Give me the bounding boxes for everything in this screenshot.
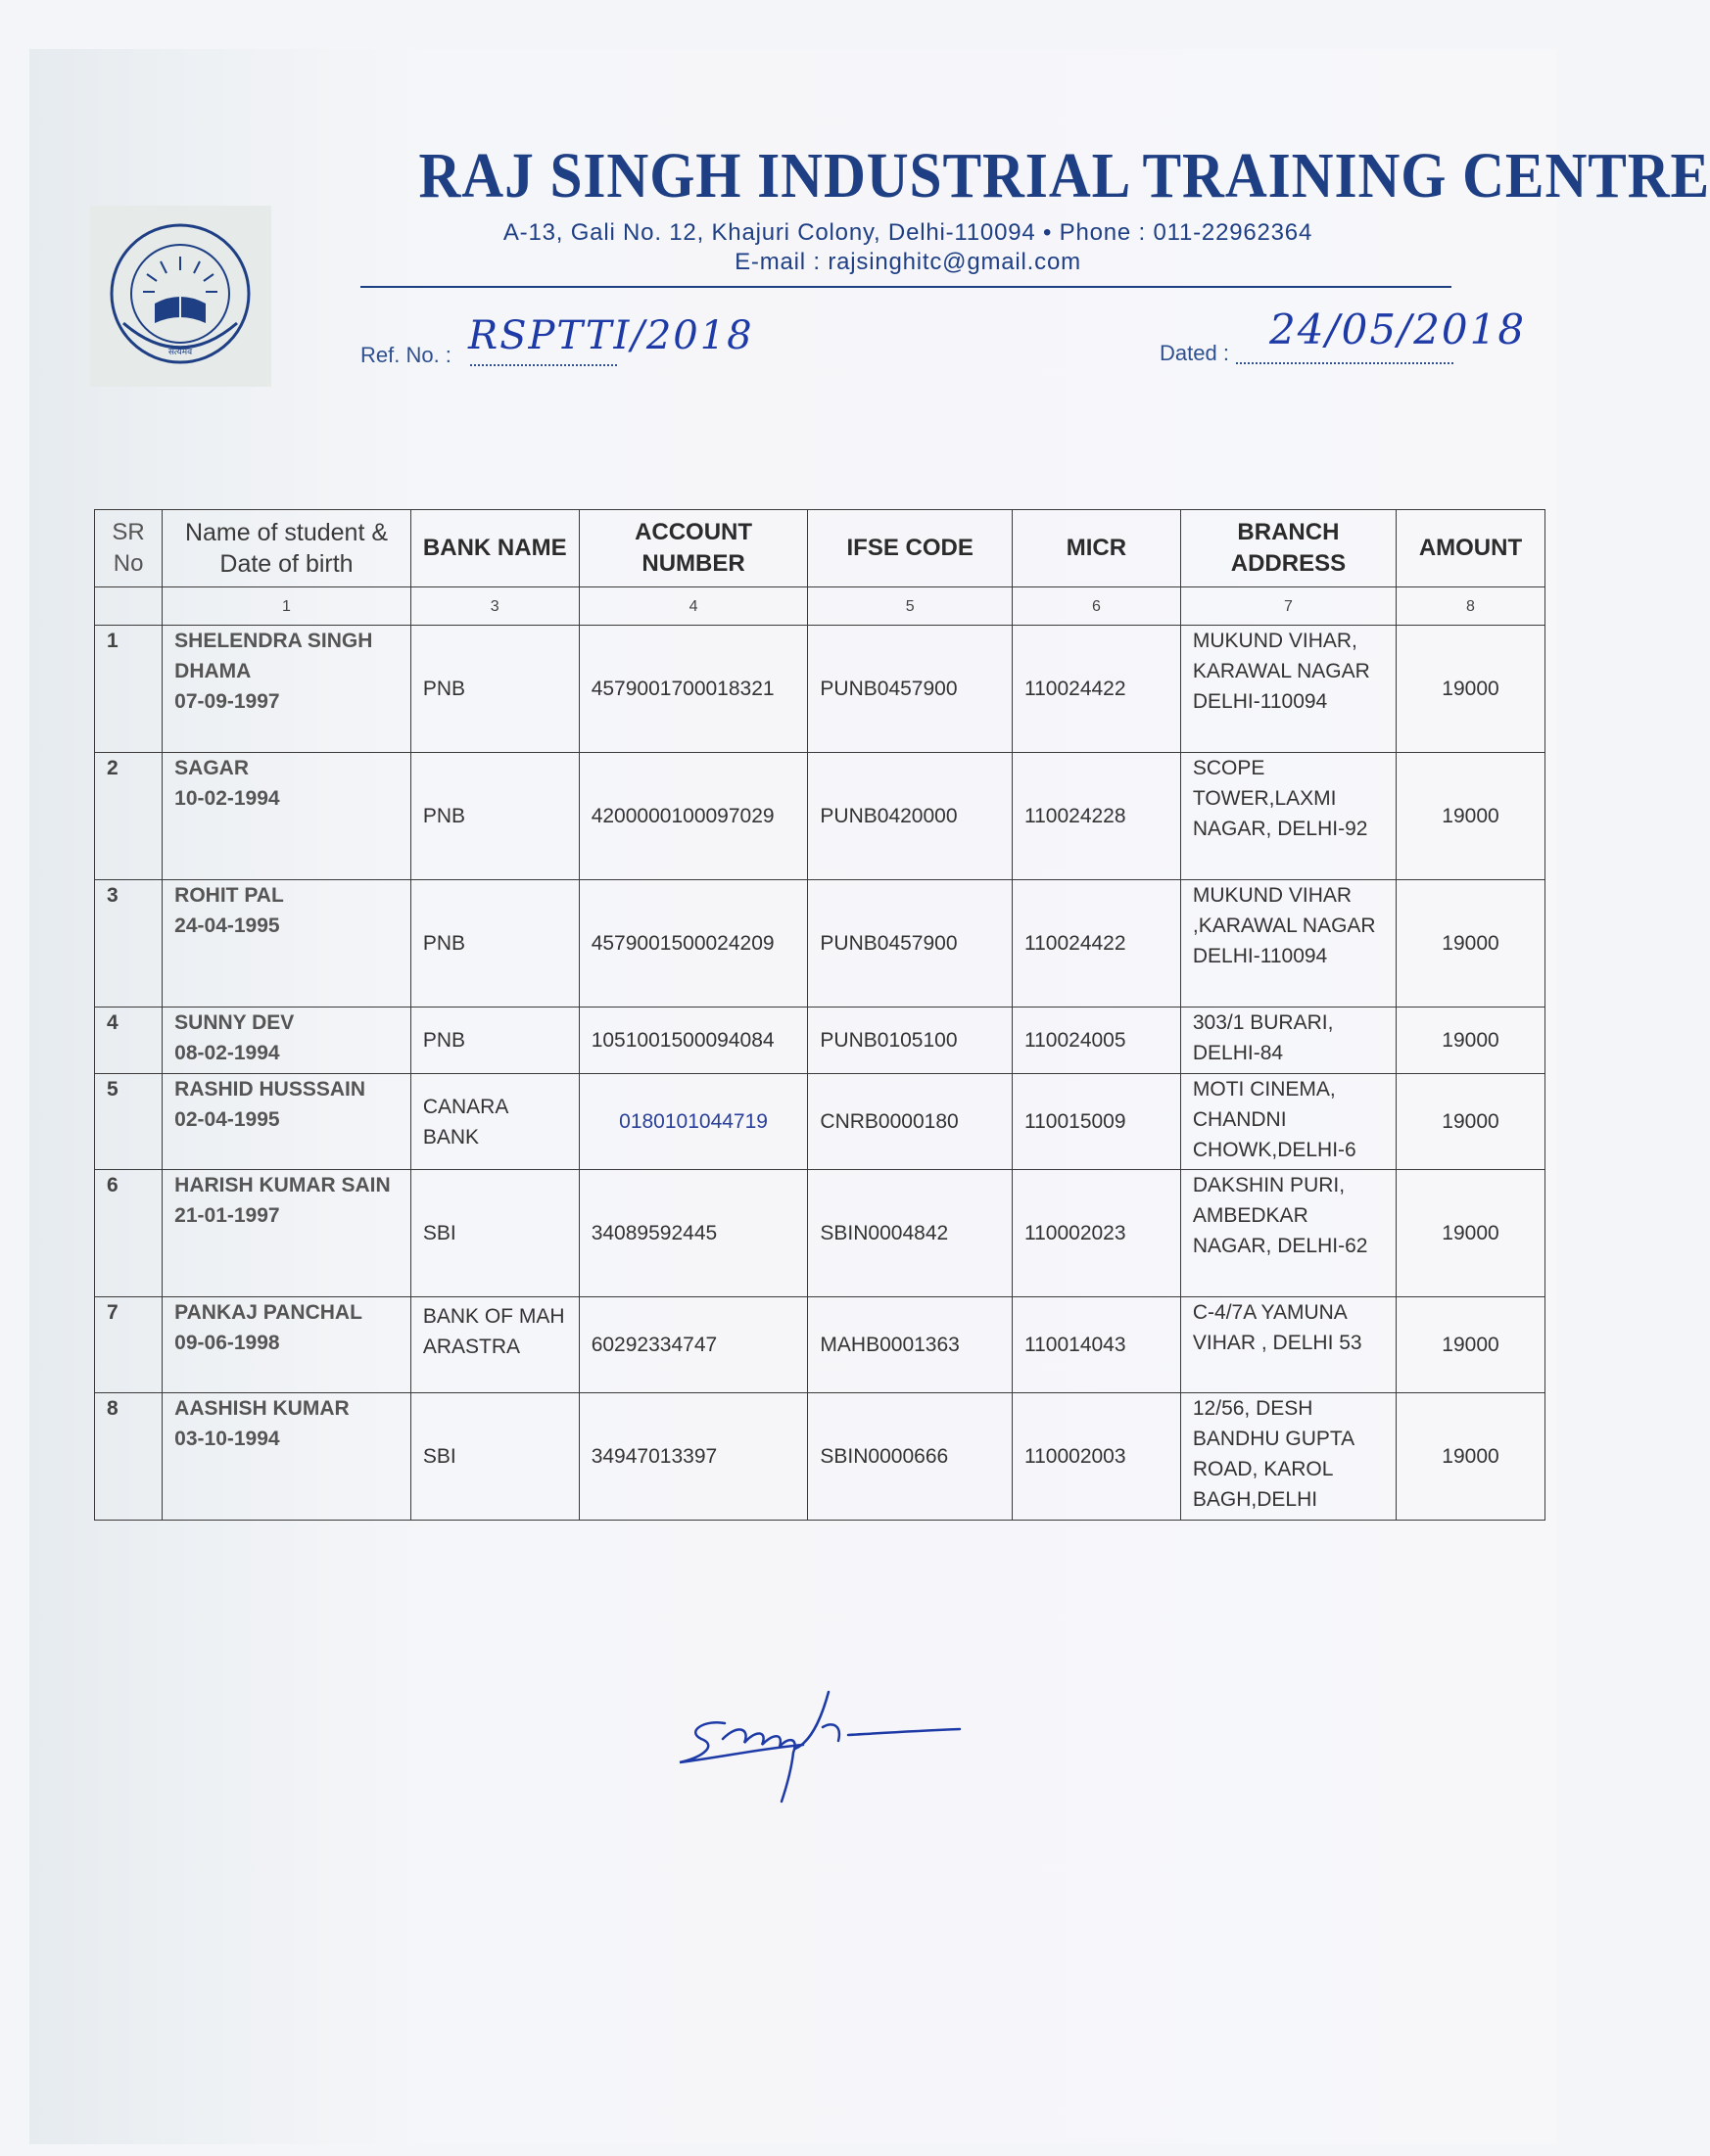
header-bank-name: BANK NAME (410, 510, 579, 587)
signature-icon (666, 1655, 979, 1821)
cell-account: 4579001500024209 (579, 880, 808, 1008)
date-handwritten: 24/05/2018 (1269, 305, 1527, 353)
column-number: 8 (1396, 587, 1544, 626)
student-name: SAGAR (174, 757, 250, 779)
header-ifsc-code: IFSE CODE (808, 510, 1013, 587)
cell-account: 34947013397 (579, 1393, 808, 1521)
cell-student (163, 1393, 411, 1521)
ref-dotted-line (470, 364, 617, 366)
cell-micr: 110015009 (1012, 1074, 1180, 1170)
cell-sr: 8 (95, 1393, 163, 1521)
cell-sr: 4 (95, 1008, 163, 1074)
cell-amount: 19000 (1396, 753, 1544, 880)
cell-bank: SBI (410, 1393, 579, 1521)
table-row (95, 880, 1545, 1008)
cell-bank: PNB (410, 1008, 579, 1074)
header-branch-address: BRANCH ADDRESS (1180, 510, 1396, 587)
cell-branch: C-4/7A YAMUNA VIHAR , DELHI 53 (1180, 1297, 1396, 1393)
cell-ifsc: PUNB0420000 (808, 753, 1013, 880)
cell-account: 1051001500094084 (579, 1008, 808, 1074)
cell-ifsc: SBIN0000666 (808, 1393, 1013, 1521)
dated-dotted-line (1236, 362, 1453, 364)
header-amount: AMOUNT (1396, 510, 1544, 587)
cell-micr: 110024422 (1012, 626, 1180, 753)
table-row (95, 1297, 1545, 1393)
column-number: 1 (163, 587, 411, 626)
cell-branch: 12/56, DESH BANDHU GUPTA ROAD, KAROL BAGH,DELHI (1180, 1393, 1396, 1521)
cell-micr: 110024005 (1012, 1008, 1180, 1074)
column-number: 3 (410, 587, 579, 626)
cell-student (163, 1074, 411, 1170)
table-row (95, 626, 1545, 753)
cell-amount: 19000 (1396, 626, 1544, 753)
student-dob: 24-04-1995 (174, 914, 280, 937)
cell-ifsc: PUNB0457900 (808, 626, 1013, 753)
svg-text:सत्यमेव: सत्यमेव (167, 348, 193, 357)
column-number: 6 (1012, 587, 1180, 626)
cell-micr: 110002023 (1012, 1170, 1180, 1297)
cell-ifsc: CNRB0000180 (808, 1074, 1013, 1170)
cell-student (163, 753, 411, 880)
student-dob: 10-02-1994 (174, 787, 280, 810)
cell-amount: 19000 (1396, 1393, 1544, 1521)
cell-amount: 19000 (1396, 1170, 1544, 1297)
table-row (95, 1170, 1545, 1297)
cell-branch: 303/1 BURARI, DELHI-84 (1180, 1008, 1396, 1074)
cell-micr: 110024228 (1012, 753, 1180, 880)
cell-amount: 19000 (1396, 880, 1544, 1008)
cell-bank: PNB (410, 880, 579, 1008)
cell-ifsc: MAHB0001363 (808, 1297, 1013, 1393)
cell-student (163, 1297, 411, 1393)
emblem-icon (90, 206, 271, 387)
cell-branch: MUKUND VIHAR ,KARAWAL NAGAR DELHI-110094 (1180, 880, 1396, 1008)
cell-account: 4579001700018321 (579, 626, 808, 753)
student-dob: 21-01-1997 (174, 1204, 280, 1227)
cell-ifsc: SBIN0004842 (808, 1170, 1013, 1297)
table-row (95, 1393, 1545, 1521)
student-name: RASHID HUSSSAIN (174, 1078, 366, 1101)
student-dob: 08-02-1994 (174, 1042, 280, 1064)
cell-bank: CANARA BANK (410, 1074, 579, 1170)
student-dob: 09-06-1998 (174, 1332, 280, 1354)
student-dob: 02-04-1995 (174, 1108, 280, 1131)
cell-branch: MOTI CINEMA, CHANDNI CHOWK,DELHI-6 (1180, 1074, 1396, 1170)
column-number (95, 587, 163, 626)
student-name: HARISH KUMAR SAIN (174, 1174, 391, 1196)
institute-title: RAJ SINGH INDUSTRIAL TRAINING CENTRE (418, 140, 1710, 211)
institute-logo (90, 206, 271, 387)
cell-branch: MUKUND VIHAR, KARAWAL NAGAR DELHI-110094 (1180, 626, 1396, 753)
cell-micr: 110014043 (1012, 1297, 1180, 1393)
student-name: SHELENDRA SINGH DHAMA (174, 630, 373, 682)
cell-sr: 3 (95, 880, 163, 1008)
header-divider (360, 286, 1451, 288)
cell-account: 34089592445 (579, 1170, 808, 1297)
header-account-number: ACCOUNT NUMBER (579, 510, 808, 587)
cell-ifsc: PUNB0105100 (808, 1008, 1013, 1074)
signature (666, 1655, 979, 1821)
cell-account: 60292334747 (579, 1297, 808, 1393)
table-header-row (95, 510, 1545, 587)
header-student-name: Name of student & Date of birth (163, 510, 411, 587)
cell-sr: 7 (95, 1297, 163, 1393)
student-dob: 03-10-1994 (174, 1428, 280, 1450)
table-row (95, 1074, 1545, 1170)
cell-sr: 1 (95, 626, 163, 753)
cell-bank: BANK OF MAHARASTRA (410, 1297, 579, 1393)
institute-email: E-mail : rajsinghitc@gmail.com (735, 249, 1081, 275)
cell-sr: 2 (95, 753, 163, 880)
cell-micr: 110024422 (1012, 880, 1180, 1008)
cell-branch: DAKSHIN PURI, AMBEDKAR NAGAR, DELHI-62 (1180, 1170, 1396, 1297)
ref-label: Ref. No. : (360, 343, 451, 367)
header-micr: MICR (1012, 510, 1180, 587)
cell-branch: SCOPE TOWER,LAXMI NAGAR, DELHI-92 (1180, 753, 1396, 880)
cell-student (163, 1008, 411, 1074)
column-number: 7 (1180, 587, 1396, 626)
cell-micr: 110002003 (1012, 1393, 1180, 1521)
cell-bank: PNB (410, 626, 579, 753)
student-bank-table (94, 509, 1545, 1521)
cell-student (163, 626, 411, 753)
column-number-row (95, 587, 1545, 626)
cell-amount: 19000 (1396, 1008, 1544, 1074)
student-name: PANKAJ PANCHAL (174, 1301, 362, 1324)
student-dob: 07-09-1997 (174, 690, 280, 713)
cell-ifsc: PUNB0457900 (808, 880, 1013, 1008)
cell-sr: 5 (95, 1074, 163, 1170)
cell-account: 4200000100097029 (579, 753, 808, 880)
student-name: ROHIT PAL (174, 884, 284, 907)
table-row (95, 753, 1545, 880)
cell-account: 0180101044719 (579, 1074, 808, 1170)
cell-bank: SBI (410, 1170, 579, 1297)
ref-number-handwritten: RSPTTI/2018 (468, 313, 754, 358)
column-number: 4 (579, 587, 808, 626)
cell-amount: 19000 (1396, 1074, 1544, 1170)
student-name: SUNNY DEV (174, 1011, 295, 1034)
table-row (95, 1008, 1545, 1074)
cell-student (163, 880, 411, 1008)
cell-student (163, 1170, 411, 1297)
cell-amount: 19000 (1396, 1297, 1544, 1393)
header-sr-no: SR No (95, 510, 163, 587)
cell-sr: 6 (95, 1170, 163, 1297)
student-name: AASHISH KUMAR (174, 1397, 350, 1420)
dated-label: Dated : (1160, 341, 1229, 365)
column-number: 5 (808, 587, 1013, 626)
cell-bank: PNB (410, 753, 579, 880)
institute-address: A-13, Gali No. 12, Khajuri Colony, Delhi-110094 • Phone : 011-22962364 (502, 219, 1313, 246)
